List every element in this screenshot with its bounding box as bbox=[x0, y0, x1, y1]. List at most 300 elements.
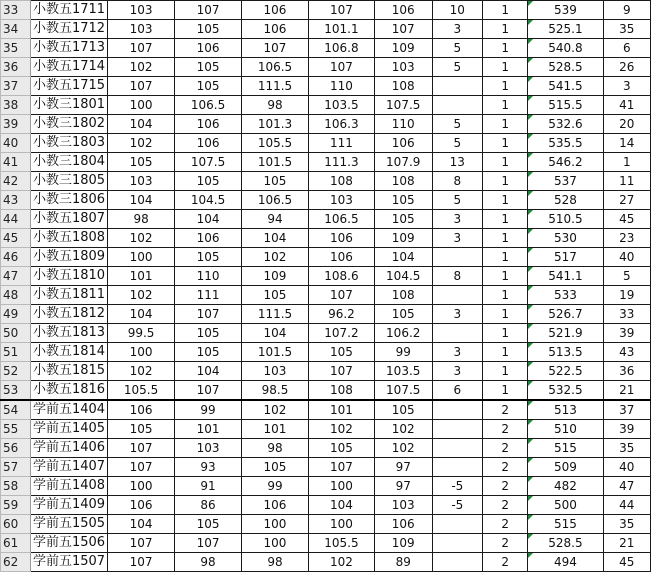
table-cell[interactable]: 43 bbox=[603, 343, 650, 362]
table-cell[interactable]: 1 bbox=[483, 77, 528, 96]
table-cell[interactable]: 35 bbox=[603, 439, 650, 458]
table-cell[interactable]: 105 bbox=[175, 77, 242, 96]
class-name-cell[interactable]: 小教五1811 bbox=[30, 286, 107, 305]
table-cell[interactable]: 108.6 bbox=[308, 267, 374, 286]
row-number-header[interactable]: 49 bbox=[1, 305, 31, 324]
table-cell[interactable]: 526.7 bbox=[528, 305, 603, 324]
table-cell[interactable]: 101 bbox=[242, 420, 309, 439]
table-cell[interactable]: 3 bbox=[432, 20, 482, 39]
class-name-cell[interactable]: 小教三1805 bbox=[30, 172, 107, 191]
table-cell[interactable]: 101.5 bbox=[242, 343, 309, 362]
table-cell[interactable]: 109 bbox=[374, 534, 432, 553]
table-cell[interactable]: 102 bbox=[374, 439, 432, 458]
table-cell[interactable]: 1 bbox=[483, 134, 528, 153]
table-cell[interactable]: 546.2 bbox=[528, 153, 603, 172]
row-number-header[interactable]: 62 bbox=[1, 553, 31, 572]
table-cell[interactable]: 103 bbox=[108, 20, 175, 39]
row-number-header[interactable]: 41 bbox=[1, 153, 31, 172]
table-cell[interactable]: 5 bbox=[432, 191, 482, 210]
table-cell[interactable]: 522.5 bbox=[528, 362, 603, 381]
table-cell[interactable]: 102 bbox=[108, 362, 175, 381]
table-cell[interactable]: 40 bbox=[603, 458, 650, 477]
row-number-header[interactable]: 51 bbox=[1, 343, 31, 362]
table-cell[interactable]: 2 bbox=[483, 534, 528, 553]
table-cell[interactable] bbox=[432, 324, 482, 343]
table-cell[interactable]: 109 bbox=[242, 267, 309, 286]
table-cell[interactable]: 1 bbox=[483, 39, 528, 58]
table-cell[interactable]: 2 bbox=[483, 515, 528, 534]
table-cell[interactable]: 107 bbox=[108, 534, 175, 553]
table-cell[interactable]: 105 bbox=[108, 420, 175, 439]
table-cell[interactable] bbox=[432, 534, 482, 553]
row-number-header[interactable]: 38 bbox=[1, 96, 31, 115]
table-cell[interactable]: 101 bbox=[308, 400, 374, 420]
row-number-header[interactable]: 37 bbox=[1, 77, 31, 96]
row-number-header[interactable]: 55 bbox=[1, 420, 31, 439]
table-cell[interactable]: 110 bbox=[175, 267, 242, 286]
table-cell[interactable]: 14 bbox=[603, 134, 650, 153]
table-cell[interactable]: 106 bbox=[175, 39, 242, 58]
table-cell[interactable]: 102 bbox=[308, 420, 374, 439]
table-cell[interactable]: 5 bbox=[432, 39, 482, 58]
table-cell[interactable]: 528.5 bbox=[528, 534, 603, 553]
table-cell[interactable]: 100 bbox=[108, 248, 175, 267]
table-cell[interactable]: 109 bbox=[374, 229, 432, 248]
table-cell[interactable]: 105 bbox=[242, 286, 309, 305]
table-cell[interactable]: 105 bbox=[374, 210, 432, 229]
table-cell[interactable]: 98 bbox=[242, 439, 309, 458]
class-name-cell[interactable]: 小教三1804 bbox=[30, 153, 107, 172]
table-cell[interactable]: 89 bbox=[374, 553, 432, 572]
table-cell[interactable]: 105 bbox=[175, 515, 242, 534]
table-cell[interactable]: 528 bbox=[528, 191, 603, 210]
row-number-header[interactable]: 33 bbox=[1, 1, 31, 20]
class-name-cell[interactable]: 小教五1714 bbox=[30, 58, 107, 77]
table-cell[interactable]: 100 bbox=[242, 534, 309, 553]
table-cell[interactable]: 107 bbox=[108, 77, 175, 96]
table-cell[interactable]: 103 bbox=[175, 439, 242, 458]
table-cell[interactable]: 482 bbox=[528, 477, 603, 496]
table-cell[interactable] bbox=[432, 439, 482, 458]
table-cell[interactable]: 41 bbox=[603, 96, 650, 115]
table-cell[interactable]: 105 bbox=[108, 153, 175, 172]
table-cell[interactable]: 107 bbox=[308, 458, 374, 477]
table-cell[interactable]: 102 bbox=[374, 420, 432, 439]
class-name-cell[interactable]: 小教五1715 bbox=[30, 77, 107, 96]
table-cell[interactable]: 109 bbox=[374, 39, 432, 58]
table-cell[interactable]: 105 bbox=[175, 248, 242, 267]
class-name-cell[interactable]: 小教五1807 bbox=[30, 210, 107, 229]
table-cell[interactable]: 107.5 bbox=[374, 381, 432, 401]
class-name-cell[interactable]: 学前五1407 bbox=[30, 458, 107, 477]
table-cell[interactable]: 104 bbox=[108, 115, 175, 134]
table-cell[interactable]: 105 bbox=[374, 400, 432, 420]
table-cell[interactable]: 1 bbox=[483, 191, 528, 210]
table-cell[interactable]: 110 bbox=[308, 77, 374, 96]
table-cell[interactable]: 105 bbox=[175, 58, 242, 77]
table-cell[interactable]: 5 bbox=[432, 134, 482, 153]
table-cell[interactable]: 106.3 bbox=[308, 115, 374, 134]
table-cell[interactable]: 100 bbox=[108, 343, 175, 362]
table-cell[interactable]: 104 bbox=[108, 515, 175, 534]
table-cell[interactable]: 98.5 bbox=[242, 381, 309, 401]
table-cell[interactable]: 94 bbox=[242, 210, 309, 229]
table-cell[interactable]: 99 bbox=[175, 400, 242, 420]
table-cell[interactable]: 91 bbox=[175, 477, 242, 496]
table-cell[interactable]: 27 bbox=[603, 191, 650, 210]
table-cell[interactable]: 5 bbox=[432, 115, 482, 134]
table-cell[interactable] bbox=[432, 400, 482, 420]
table-cell[interactable]: 101.3 bbox=[242, 115, 309, 134]
table-cell[interactable]: 105 bbox=[308, 439, 374, 458]
table-cell[interactable]: 10 bbox=[432, 1, 482, 20]
table-cell[interactable]: 102 bbox=[108, 286, 175, 305]
table-cell[interactable]: 111.5 bbox=[242, 77, 309, 96]
row-number-header[interactable]: 56 bbox=[1, 439, 31, 458]
table-cell[interactable]: 104 bbox=[242, 229, 309, 248]
table-cell[interactable]: 103 bbox=[374, 58, 432, 77]
table-cell[interactable]: 2 bbox=[483, 496, 528, 515]
table-cell[interactable]: 108 bbox=[374, 172, 432, 191]
table-cell[interactable]: 110 bbox=[374, 115, 432, 134]
table-cell[interactable]: 105 bbox=[374, 191, 432, 210]
table-cell[interactable]: 1 bbox=[483, 248, 528, 267]
table-cell[interactable]: 1 bbox=[483, 172, 528, 191]
table-cell[interactable]: 106.5 bbox=[175, 96, 242, 115]
table-cell[interactable]: 525.1 bbox=[528, 20, 603, 39]
table-cell[interactable]: 540.8 bbox=[528, 39, 603, 58]
table-cell[interactable]: 102 bbox=[108, 134, 175, 153]
table-cell[interactable]: 13 bbox=[432, 153, 482, 172]
table-cell[interactable]: 104 bbox=[242, 324, 309, 343]
table-cell[interactable]: 107 bbox=[308, 362, 374, 381]
table-cell[interactable]: 1 bbox=[483, 229, 528, 248]
class-name-cell[interactable]: 学前五1408 bbox=[30, 477, 107, 496]
row-number-header[interactable]: 46 bbox=[1, 248, 31, 267]
table-cell[interactable]: 105 bbox=[175, 172, 242, 191]
class-name-cell[interactable]: 小教三1806 bbox=[30, 191, 107, 210]
table-cell[interactable]: 515 bbox=[528, 515, 603, 534]
table-cell[interactable]: -5 bbox=[432, 477, 482, 496]
table-cell[interactable]: 21 bbox=[603, 534, 650, 553]
table-cell[interactable]: 510 bbox=[528, 420, 603, 439]
table-cell[interactable]: 108 bbox=[374, 286, 432, 305]
table-cell[interactable]: 106 bbox=[175, 229, 242, 248]
table-cell[interactable]: 35 bbox=[603, 20, 650, 39]
table-cell[interactable]: 106.8 bbox=[308, 39, 374, 58]
table-cell[interactable]: 106.5 bbox=[242, 191, 309, 210]
table-cell[interactable]: 107 bbox=[175, 534, 242, 553]
table-cell[interactable]: 107 bbox=[108, 439, 175, 458]
table-cell[interactable]: -5 bbox=[432, 496, 482, 515]
row-number-header[interactable]: 35 bbox=[1, 39, 31, 58]
table-cell[interactable] bbox=[432, 515, 482, 534]
table-cell[interactable]: 100 bbox=[242, 515, 309, 534]
table-cell[interactable]: 103 bbox=[108, 1, 175, 20]
table-cell[interactable]: 19 bbox=[603, 286, 650, 305]
table-cell[interactable]: 528.5 bbox=[528, 58, 603, 77]
class-name-cell[interactable]: 学前五1507 bbox=[30, 553, 107, 572]
table-cell[interactable]: 96.2 bbox=[308, 305, 374, 324]
table-cell[interactable]: 40 bbox=[603, 248, 650, 267]
table-cell[interactable]: 98 bbox=[242, 553, 309, 572]
table-cell[interactable]: 3 bbox=[432, 362, 482, 381]
table-cell[interactable]: 104 bbox=[175, 210, 242, 229]
table-cell[interactable]: 111.5 bbox=[242, 305, 309, 324]
table-cell[interactable]: 9 bbox=[603, 1, 650, 20]
table-cell[interactable]: 104 bbox=[108, 305, 175, 324]
table-cell[interactable]: 35 bbox=[603, 515, 650, 534]
table-cell[interactable]: 106.5 bbox=[308, 210, 374, 229]
table-cell[interactable]: 102 bbox=[108, 229, 175, 248]
table-cell[interactable]: 99.5 bbox=[108, 324, 175, 343]
row-number-header[interactable]: 52 bbox=[1, 362, 31, 381]
row-number-header[interactable]: 58 bbox=[1, 477, 31, 496]
table-cell[interactable]: 47 bbox=[603, 477, 650, 496]
table-cell[interactable]: 26 bbox=[603, 58, 650, 77]
table-cell[interactable]: 3 bbox=[432, 305, 482, 324]
row-number-header[interactable]: 34 bbox=[1, 20, 31, 39]
row-number-header[interactable]: 54 bbox=[1, 400, 31, 420]
table-cell[interactable]: 97 bbox=[374, 458, 432, 477]
table-cell[interactable]: 100 bbox=[308, 477, 374, 496]
table-cell[interactable]: 107.9 bbox=[374, 153, 432, 172]
table-cell[interactable]: 21 bbox=[603, 381, 650, 401]
table-cell[interactable]: 101 bbox=[175, 420, 242, 439]
class-name-cell[interactable]: 小教五1713 bbox=[30, 39, 107, 58]
table-cell[interactable]: 103.5 bbox=[308, 96, 374, 115]
table-cell[interactable]: 6 bbox=[432, 381, 482, 401]
class-name-cell[interactable]: 小教五1711 bbox=[30, 1, 107, 20]
table-cell[interactable]: 530 bbox=[528, 229, 603, 248]
table-cell[interactable]: 98 bbox=[175, 553, 242, 572]
table-cell[interactable]: 107 bbox=[308, 1, 374, 20]
row-number-header[interactable]: 36 bbox=[1, 58, 31, 77]
table-cell[interactable]: 105 bbox=[308, 343, 374, 362]
class-name-cell[interactable]: 小教三1801 bbox=[30, 96, 107, 115]
table-cell[interactable]: 111 bbox=[175, 286, 242, 305]
class-name-cell[interactable]: 小教五1813 bbox=[30, 324, 107, 343]
table-cell[interactable]: 537 bbox=[528, 172, 603, 191]
table-cell[interactable]: 1 bbox=[483, 153, 528, 172]
table-cell[interactable]: 3 bbox=[432, 210, 482, 229]
row-number-header[interactable]: 61 bbox=[1, 534, 31, 553]
table-cell[interactable]: 11 bbox=[603, 172, 650, 191]
table-cell[interactable]: 105 bbox=[175, 324, 242, 343]
table-cell[interactable]: 103 bbox=[108, 172, 175, 191]
class-name-cell[interactable]: 学前五1406 bbox=[30, 439, 107, 458]
table-cell[interactable]: 106 bbox=[175, 134, 242, 153]
row-number-header[interactable]: 47 bbox=[1, 267, 31, 286]
table-cell[interactable]: 494 bbox=[528, 553, 603, 572]
table-cell[interactable]: 105 bbox=[242, 458, 309, 477]
table-cell[interactable]: 102 bbox=[108, 58, 175, 77]
table-cell[interactable]: 535.5 bbox=[528, 134, 603, 153]
row-number-header[interactable]: 57 bbox=[1, 458, 31, 477]
table-cell[interactable]: 539 bbox=[528, 1, 603, 20]
class-name-cell[interactable]: 小教五1712 bbox=[30, 20, 107, 39]
row-number-header[interactable]: 43 bbox=[1, 191, 31, 210]
class-name-cell[interactable]: 学前五1505 bbox=[30, 515, 107, 534]
table-cell[interactable]: 39 bbox=[603, 420, 650, 439]
table-cell[interactable]: 93 bbox=[175, 458, 242, 477]
class-name-cell[interactable]: 小教三1802 bbox=[30, 115, 107, 134]
table-cell[interactable]: 106 bbox=[374, 515, 432, 534]
table-cell[interactable]: 541.1 bbox=[528, 267, 603, 286]
table-cell[interactable] bbox=[432, 553, 482, 572]
table-cell[interactable]: 500 bbox=[528, 496, 603, 515]
table-cell[interactable]: 2 bbox=[483, 400, 528, 420]
table-cell[interactable]: 6 bbox=[603, 39, 650, 58]
class-name-cell[interactable]: 学前五1506 bbox=[30, 534, 107, 553]
table-cell[interactable]: 515.5 bbox=[528, 96, 603, 115]
table-cell[interactable] bbox=[432, 458, 482, 477]
table-cell[interactable]: 8 bbox=[432, 172, 482, 191]
row-number-header[interactable]: 53 bbox=[1, 381, 31, 401]
table-cell[interactable]: 107.5 bbox=[175, 153, 242, 172]
table-cell[interactable]: 515 bbox=[528, 439, 603, 458]
table-cell[interactable]: 99 bbox=[374, 343, 432, 362]
table-cell[interactable]: 106.2 bbox=[374, 324, 432, 343]
table-cell[interactable]: 108 bbox=[308, 381, 374, 401]
table-cell[interactable]: 45 bbox=[603, 553, 650, 572]
table-cell[interactable]: 111.3 bbox=[308, 153, 374, 172]
table-cell[interactable]: 111 bbox=[308, 134, 374, 153]
table-cell[interactable]: 5 bbox=[432, 58, 482, 77]
table-cell[interactable]: 103 bbox=[374, 496, 432, 515]
table-cell[interactable]: 100 bbox=[108, 96, 175, 115]
table-cell[interactable]: 101.1 bbox=[308, 20, 374, 39]
row-number-header[interactable]: 59 bbox=[1, 496, 31, 515]
table-cell[interactable]: 107 bbox=[175, 305, 242, 324]
table-cell[interactable]: 2 bbox=[483, 458, 528, 477]
class-name-cell[interactable]: 小教五1814 bbox=[30, 343, 107, 362]
row-number-header[interactable]: 48 bbox=[1, 286, 31, 305]
table-cell[interactable]: 102 bbox=[242, 400, 309, 420]
table-cell[interactable]: 101.5 bbox=[242, 153, 309, 172]
table-cell[interactable]: 107 bbox=[175, 1, 242, 20]
class-name-cell[interactable]: 小教三1803 bbox=[30, 134, 107, 153]
table-cell[interactable]: 1 bbox=[483, 362, 528, 381]
table-cell[interactable]: 100 bbox=[308, 515, 374, 534]
table-cell[interactable]: 2 bbox=[483, 477, 528, 496]
row-number-header[interactable]: 45 bbox=[1, 229, 31, 248]
table-cell[interactable]: 37 bbox=[603, 400, 650, 420]
table-cell[interactable]: 517 bbox=[528, 248, 603, 267]
table-cell[interactable]: 105.5 bbox=[242, 134, 309, 153]
table-cell[interactable]: 105.5 bbox=[308, 534, 374, 553]
table-cell[interactable]: 5 bbox=[603, 267, 650, 286]
class-name-cell[interactable]: 小教五1809 bbox=[30, 248, 107, 267]
table-cell[interactable]: 1 bbox=[483, 20, 528, 39]
table-cell[interactable]: 3 bbox=[432, 229, 482, 248]
table-cell[interactable]: 8 bbox=[432, 267, 482, 286]
table-cell[interactable]: 106 bbox=[374, 134, 432, 153]
table-cell[interactable]: 103 bbox=[242, 362, 309, 381]
table-cell[interactable]: 104 bbox=[374, 248, 432, 267]
table-cell[interactable]: 102 bbox=[308, 553, 374, 572]
table-cell[interactable]: 103.5 bbox=[374, 362, 432, 381]
table-cell[interactable]: 521.9 bbox=[528, 324, 603, 343]
table-cell[interactable]: 103 bbox=[308, 191, 374, 210]
table-cell[interactable]: 104.5 bbox=[175, 191, 242, 210]
table-cell[interactable]: 97 bbox=[374, 477, 432, 496]
table-cell[interactable]: 44 bbox=[603, 496, 650, 515]
table-cell[interactable] bbox=[432, 248, 482, 267]
table-cell[interactable]: 1 bbox=[483, 96, 528, 115]
table-cell[interactable] bbox=[432, 96, 482, 115]
table-cell[interactable]: 45 bbox=[603, 210, 650, 229]
class-name-cell[interactable]: 小教五1816 bbox=[30, 381, 107, 401]
table-cell[interactable]: 108 bbox=[374, 77, 432, 96]
table-cell[interactable]: 532.6 bbox=[528, 115, 603, 134]
table-cell[interactable]: 2 bbox=[483, 439, 528, 458]
table-cell[interactable]: 101 bbox=[108, 267, 175, 286]
table-cell[interactable]: 104 bbox=[175, 362, 242, 381]
table-cell[interactable]: 107 bbox=[374, 20, 432, 39]
table-cell[interactable]: 86 bbox=[175, 496, 242, 515]
table-cell[interactable]: 104.5 bbox=[374, 267, 432, 286]
table-cell[interactable]: 104 bbox=[308, 496, 374, 515]
table-cell[interactable]: 39 bbox=[603, 324, 650, 343]
table-cell[interactable]: 107 bbox=[242, 39, 309, 58]
table-cell[interactable]: 23 bbox=[603, 229, 650, 248]
row-number-header[interactable]: 39 bbox=[1, 115, 31, 134]
row-number-header[interactable]: 42 bbox=[1, 172, 31, 191]
table-cell[interactable]: 106 bbox=[242, 1, 309, 20]
row-number-header[interactable]: 40 bbox=[1, 134, 31, 153]
table-cell[interactable]: 1 bbox=[483, 58, 528, 77]
table-cell[interactable]: 106 bbox=[242, 20, 309, 39]
table-cell[interactable] bbox=[432, 286, 482, 305]
table-cell[interactable]: 108 bbox=[308, 172, 374, 191]
table-cell[interactable]: 510.5 bbox=[528, 210, 603, 229]
table-cell[interactable]: 106 bbox=[108, 400, 175, 420]
table-cell[interactable]: 36 bbox=[603, 362, 650, 381]
table-cell[interactable]: 106 bbox=[242, 496, 309, 515]
table-cell[interactable]: 1 bbox=[483, 381, 528, 401]
table-cell[interactable]: 105 bbox=[175, 20, 242, 39]
table-cell[interactable]: 1 bbox=[483, 267, 528, 286]
table-cell[interactable]: 533 bbox=[528, 286, 603, 305]
class-name-cell[interactable]: 小教五1815 bbox=[30, 362, 107, 381]
table-cell[interactable]: 509 bbox=[528, 458, 603, 477]
table-cell[interactable]: 1 bbox=[483, 210, 528, 229]
table-cell[interactable]: 1 bbox=[483, 343, 528, 362]
table-cell[interactable]: 107 bbox=[308, 58, 374, 77]
class-name-cell[interactable]: 学前五1409 bbox=[30, 496, 107, 515]
table-cell[interactable]: 1 bbox=[483, 1, 528, 20]
table-cell[interactable]: 106 bbox=[308, 248, 374, 267]
table-cell[interactable]: 102 bbox=[242, 248, 309, 267]
table-cell[interactable]: 1 bbox=[483, 286, 528, 305]
table-cell[interactable]: 107 bbox=[108, 39, 175, 58]
table-cell[interactable]: 107 bbox=[175, 381, 242, 401]
table-cell[interactable]: 33 bbox=[603, 305, 650, 324]
table-cell[interactable]: 513.5 bbox=[528, 343, 603, 362]
table-cell[interactable]: 98 bbox=[108, 210, 175, 229]
table-cell[interactable]: 1 bbox=[483, 305, 528, 324]
table-cell[interactable]: 104 bbox=[108, 191, 175, 210]
table-cell[interactable]: 1 bbox=[483, 115, 528, 134]
class-name-cell[interactable]: 小教五1808 bbox=[30, 229, 107, 248]
table-cell[interactable]: 106 bbox=[374, 1, 432, 20]
table-cell[interactable]: 105.5 bbox=[108, 381, 175, 401]
table-cell[interactable]: 106 bbox=[108, 496, 175, 515]
table-cell[interactable]: 100 bbox=[108, 477, 175, 496]
row-number-header[interactable]: 60 bbox=[1, 515, 31, 534]
table-cell[interactable]: 98 bbox=[242, 96, 309, 115]
